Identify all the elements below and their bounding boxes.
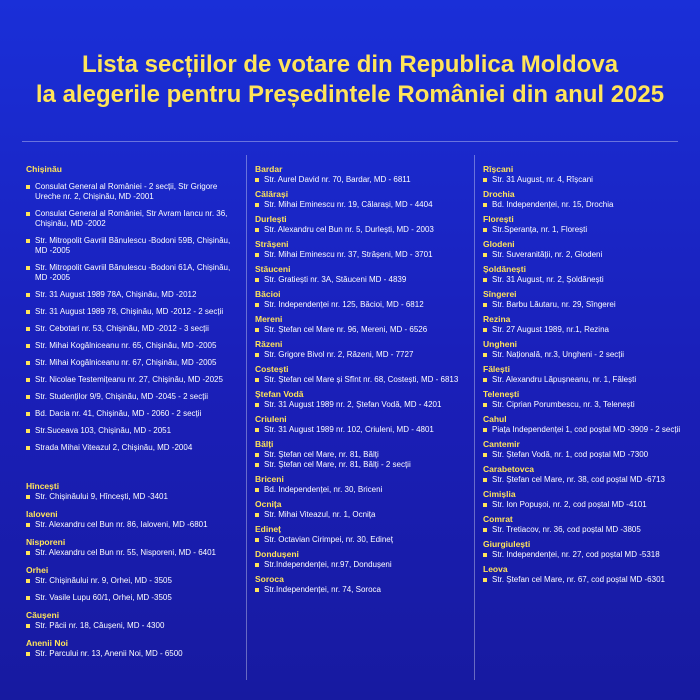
bullet-icon: [483, 303, 487, 307]
polling-station-address: Str.Independenței, nr.97, Dondușeni: [264, 560, 392, 569]
bullet-icon: [483, 553, 487, 557]
location-group: [483, 389, 683, 410]
polling-station-address: Str. 27 August 1989, nr.1, Rezina: [492, 325, 609, 334]
location-heading: Răzeni: [255, 339, 283, 349]
location-group: [255, 239, 460, 260]
bullet-icon: [483, 353, 487, 357]
location-heading: Florești: [483, 214, 514, 224]
location-heading: Soroca: [255, 574, 284, 584]
polling-station-item: [483, 175, 683, 185]
bullet-icon: [255, 228, 259, 232]
polling-station-address: Str. Alexandru Lăpușneanu, nr. 1, Fălești: [492, 375, 637, 384]
polling-station-item: [26, 520, 236, 530]
bullet-icon: [26, 185, 30, 189]
polling-station-item: [483, 475, 683, 485]
location-group: [255, 314, 460, 335]
column-divider-2: [474, 155, 475, 680]
location-heading: Durlești: [255, 214, 287, 224]
bullet-icon: [26, 551, 30, 555]
location-heading: Fălești: [483, 364, 510, 374]
location-heading: Sîngerei: [483, 289, 517, 299]
location-group: [255, 364, 460, 385]
polling-station-address: Str. 31 August, nr. 4, Rîșcani: [492, 175, 593, 184]
location-heading: Ialoveni: [26, 509, 58, 519]
location-group: [255, 189, 460, 210]
polling-station-address: Str. Independenței nr. 125, Băcioi, MD - 6812: [264, 300, 424, 309]
polling-station-item: [26, 409, 236, 419]
bullet-icon: [26, 579, 30, 583]
polling-station-item: [483, 550, 683, 560]
bullet-icon: [26, 652, 30, 656]
bullet-icon: [483, 378, 487, 382]
bullet-icon: [483, 428, 487, 432]
polling-station-address: Str. Cebotari nr. 53, Chișinău, MD -2012 - 3 secții: [35, 324, 209, 333]
polling-station-address: Str. Aurel David nr. 70, Bardar, MD - 6811: [264, 175, 411, 184]
polling-station-address: Consulat General al României, Str Avram Iancu nr. 36, Chișinău, MD -2002: [35, 209, 228, 228]
polling-station-address: Str. 31 August 1989 78, Chișinău, MD -2012 - 2 secții: [35, 307, 224, 316]
location-group: [26, 610, 236, 631]
polling-station-address: Str. Suveranității, nr. 2, Glodeni: [492, 250, 603, 259]
bullet-icon: [483, 328, 487, 332]
polling-station-item: [255, 585, 460, 595]
bullet-icon: [255, 203, 259, 207]
bullet-icon: [26, 344, 30, 348]
bullet-icon: [483, 178, 487, 182]
polling-station-address: Str. Mihai Eminescu nr. 19, Călarași, MD - 4404: [264, 200, 433, 209]
bullet-icon: [255, 463, 259, 467]
polling-station-item: [483, 575, 683, 585]
location-group: [255, 289, 460, 310]
column-middle: [255, 164, 460, 599]
polling-station-item: [26, 548, 236, 558]
polling-station-item: [483, 200, 683, 210]
polling-station-item: [26, 621, 236, 631]
bullet-icon: [255, 403, 259, 407]
location-heading: Cantemir: [483, 439, 520, 449]
polling-station-address: Str. Nicolae Testemițeanu nr. 27, Chișinău, MD -2025: [35, 375, 223, 384]
location-heading: Costești: [255, 364, 289, 374]
polling-station-item: [483, 525, 683, 535]
location-group: [483, 164, 683, 185]
bullet-icon: [255, 278, 259, 282]
location-heading: Cahul: [483, 414, 507, 424]
page-title: [0, 50, 700, 110]
polling-station-item: [483, 250, 683, 260]
polling-station-item: [26, 290, 236, 300]
polling-station-address: Str. Chișinăului 9, Hîncești, MD -3401: [35, 492, 168, 501]
polling-station-item: [483, 225, 683, 235]
polling-station-item: [483, 325, 683, 335]
polling-station-address: Str. Ștefan cel Mare, nr. 81, Bălți: [264, 450, 379, 459]
bullet-icon: [26, 495, 30, 499]
location-group: [255, 524, 460, 545]
polling-station-item: [255, 225, 460, 235]
location-heading: Drochia: [483, 189, 515, 199]
location-heading: Anenii Noi: [26, 638, 69, 648]
polling-station-address: Str. Gratiești nr. 3A, Stăuceni MD - 4839: [264, 275, 407, 284]
bullet-icon: [26, 239, 30, 243]
column-right: [483, 164, 683, 589]
location-heading: Șoldănești: [483, 264, 526, 274]
polling-station-item: [26, 307, 236, 317]
polling-station-address: Str. Parcului nr. 13, Anenii Noi, MD - 6500: [35, 649, 183, 658]
polling-station-item: [26, 263, 236, 283]
bullet-icon: [255, 428, 259, 432]
polling-station-item: [483, 500, 683, 510]
polling-station-address: Str. Chișinăului nr. 9, Orhei, MD - 3505: [35, 576, 172, 585]
polling-station-item: [26, 324, 236, 334]
polling-station-item: [26, 649, 236, 659]
bullet-icon: [26, 523, 30, 527]
polling-station-item: [255, 275, 460, 285]
location-heading: Criuleni: [255, 414, 287, 424]
bullet-icon: [483, 203, 487, 207]
location-group: [255, 389, 460, 410]
title-line-1: Lista secțiilor de votare din Republica Moldova: [81, 51, 619, 78]
polling-station-address: Str. Ștefan cel Mare, nr. 81, Bălți - 2 secții: [264, 460, 411, 469]
bullet-icon: [255, 303, 259, 307]
location-group: [483, 539, 683, 560]
polling-station-item: [255, 200, 460, 210]
location-heading: Giurgiulești: [483, 539, 531, 549]
polling-station-address: Str.Suceava 103, Chișinău, MD - 2051: [35, 426, 172, 435]
bullet-icon: [483, 278, 487, 282]
location-group: [483, 489, 683, 510]
location-heading: Carabetovca: [483, 464, 535, 474]
polling-station-item: [255, 175, 460, 185]
polling-station-item: [255, 300, 460, 310]
polling-station-item: [26, 492, 236, 502]
polling-station-item: [26, 593, 236, 603]
polling-station-address: Str. Ștefan cel Mare și Sfînt nr. 68, Costești, MD - 6813: [264, 375, 459, 384]
polling-station-address: Bd. Independenței, nr. 15, Drochia: [492, 200, 614, 209]
location-group: [483, 414, 683, 435]
title-divider: [22, 141, 678, 142]
polling-station-address: Str. Studenților 9/9, Chișinău, MD -2045 - 2 secții: [35, 392, 208, 401]
location-group: [26, 509, 236, 530]
polling-station-address: Str. Tretiacov, nr. 36, cod poștal MD -3805: [492, 525, 641, 534]
location-group: [483, 464, 683, 485]
bullet-icon: [26, 266, 30, 270]
bullet-icon: [26, 446, 30, 450]
bullet-icon: [255, 378, 259, 382]
bullet-icon: [26, 212, 30, 216]
location-group: [483, 289, 683, 310]
bullet-icon: [255, 353, 259, 357]
bullet-icon: [255, 513, 259, 517]
polling-station-item: [483, 450, 683, 460]
polling-station-item: [255, 450, 460, 460]
polling-station-item: [483, 350, 683, 360]
polling-station-address: Str. Alexandru cel Bun nr. 5, Durlești, MD - 2003: [264, 225, 434, 234]
bullet-icon: [483, 503, 487, 507]
location-heading: Bardar: [255, 164, 283, 174]
location-heading: Rîșcani: [483, 164, 514, 174]
polling-station-item: [255, 325, 460, 335]
location-group: [483, 189, 683, 210]
bullet-icon: [26, 429, 30, 433]
polling-station-address: Str. Ștefan cel Mare, nr. 38, cod poștal MD -6713: [492, 475, 665, 484]
polling-station-item: [26, 358, 236, 368]
polling-station-address: Str.Speranța, nr. 1, Florești: [492, 225, 588, 234]
bullet-icon: [483, 228, 487, 232]
location-group: [483, 214, 683, 235]
location-group: [255, 574, 460, 595]
bullet-icon: [255, 488, 259, 492]
bullet-icon: [483, 403, 487, 407]
polling-station-address: Piața Independenței 1, cod poștal MD -3909 - 2 secții: [492, 425, 681, 434]
polling-station-address: Str. Mihai Kogălniceanu nr. 67, Chișinău, MD -2005: [35, 358, 217, 367]
location-heading: Telenești: [483, 389, 520, 399]
bullet-icon: [255, 588, 259, 592]
location-group: [26, 537, 236, 558]
location-group: [255, 414, 460, 435]
bullet-icon: [483, 578, 487, 582]
polling-station-item: [26, 375, 236, 385]
location-group: [255, 499, 460, 520]
polling-station-item: [255, 485, 460, 495]
polling-station-address: Str. Ciprian Porumbescu, nr. 3, Telenești: [492, 400, 635, 409]
polling-station-item: [26, 341, 236, 351]
location-heading: Briceni: [255, 474, 284, 484]
location-heading: Ștefan Vodă: [255, 389, 304, 399]
polling-station-address: Str. Păcii nr. 18, Căușeni, MD - 4300: [35, 621, 165, 630]
location-group: [483, 264, 683, 285]
location-group: [255, 164, 460, 185]
polling-station-item: [483, 375, 683, 385]
bullet-icon: [255, 328, 259, 332]
location-group: [483, 314, 683, 335]
location-group: [26, 638, 236, 659]
polling-station-item: [255, 460, 460, 470]
polling-station-item: [26, 182, 236, 202]
polling-station-item: [255, 400, 460, 410]
polling-station-address: Str. Mihai Kogălniceanu nr. 65, Chișinău, MD -2005: [35, 341, 217, 350]
polling-station-item: [255, 250, 460, 260]
polling-station-item: [483, 425, 683, 435]
polling-station-address: Strada Mihai Viteazul 2, Chișinău, MD -2004: [35, 443, 193, 452]
location-heading: Stăuceni: [255, 264, 291, 274]
location-group: [26, 565, 236, 603]
polling-station-address: Str. 31 August 1989 nr. 2, Ștefan Vodă, MD - 4201: [264, 400, 442, 409]
polling-station-address: Str. Vasile Lupu 60/1, Orhei, MD -3505: [35, 593, 172, 602]
location-group: [255, 549, 460, 570]
column-divider-1: [246, 155, 247, 680]
polling-station-address: Str.Independenței, nr. 74, Soroca: [264, 585, 381, 594]
bullet-icon: [255, 563, 259, 567]
location-group: [26, 481, 236, 502]
location-heading: Comrat: [483, 514, 513, 524]
polling-station-address: Str. 31 August 1989 78A, Chișinău, MD -2012: [35, 290, 197, 299]
bullet-icon: [255, 178, 259, 182]
bullet-icon: [26, 361, 30, 365]
location-heading: Chișinău: [26, 164, 62, 174]
location-heading: Bălți: [255, 439, 274, 449]
polling-station-address: Str. Alexandru cel Bun nr. 86, Ialoveni, MD -6801: [35, 520, 208, 529]
polling-station-item: [255, 350, 460, 360]
bullet-icon: [483, 253, 487, 257]
title-line-2: la alegerile pentru Președintele României din anul 2025: [35, 81, 665, 108]
bullet-icon: [26, 293, 30, 297]
bullet-icon: [255, 253, 259, 257]
location-group: [255, 474, 460, 495]
polling-station-item: [255, 510, 460, 520]
location-group: [483, 564, 683, 585]
location-group: [483, 439, 683, 460]
location-heading: Călărași: [255, 189, 289, 199]
polling-station-address: Str. Mitropolit Gavriil Bănulescu -Bodoni 59B, Chișinău, MD -2005: [35, 236, 231, 255]
location-heading: Căușeni: [26, 610, 60, 620]
polling-station-item: [26, 209, 236, 229]
polling-station-address: Str. Națională, nr.3, Ungheni - 2 secții: [492, 350, 625, 359]
polling-station-item: [26, 576, 236, 586]
bullet-icon: [26, 624, 30, 628]
polling-station-item: [483, 400, 683, 410]
polling-station-address: Bd. Dacia nr. 41, Chișinău, MD - 2060 - 2 secții: [35, 409, 202, 418]
location-group: [255, 214, 460, 235]
location-heading: Băcioi: [255, 289, 281, 299]
polling-station-address: Str. Ștefan Vodă, nr. 1, cod poștal MD -7300: [492, 450, 649, 459]
polling-station-address: Str. Octavian Cirimpei, nr. 30, Edineț: [264, 535, 393, 544]
polling-station-item: [255, 375, 460, 385]
location-heading: Ocnița: [255, 499, 282, 509]
location-group: [255, 439, 460, 470]
polling-station-address: Str. Ion Popușoi, nr. 2, cod poștal MD -4101: [492, 500, 647, 509]
bullet-icon: [26, 395, 30, 399]
polling-station-address: Str. Ștefan cel Mare nr. 96, Mereni, MD - 6526: [264, 325, 428, 334]
location-heading: Edineț: [255, 524, 281, 534]
bullet-icon: [483, 453, 487, 457]
location-heading: Hîncești: [26, 481, 60, 491]
location-heading: Nisporeni: [26, 537, 66, 547]
bullet-icon: [26, 378, 30, 382]
polling-station-item: [483, 275, 683, 285]
location-heading: Orhei: [26, 565, 49, 575]
location-heading: Leova: [483, 564, 508, 574]
location-heading: Ungheni: [483, 339, 517, 349]
polling-station-address: Str. Mitropolit Gavriil Bănulescu -Bodoni 61A, Chișinău, MD -2005: [35, 263, 231, 282]
bullet-icon: [483, 478, 487, 482]
polling-station-address: Str. Independenței, nr. 27, cod poștal MD -5318: [492, 550, 660, 559]
location-group: [483, 364, 683, 385]
location-group: [255, 339, 460, 360]
polling-station-address: Str. Barbu Lăutaru, nr. 29, Sîngerei: [492, 300, 616, 309]
location-group: [483, 239, 683, 260]
bullet-icon: [26, 310, 30, 314]
location-group: [483, 514, 683, 535]
bullet-icon: [255, 453, 259, 457]
polling-station-address: Str. Mihai Viteazul, nr. 1, Ocnița: [264, 510, 376, 519]
bullet-icon: [483, 528, 487, 532]
polling-station-item: [26, 443, 236, 453]
bullet-icon: [26, 596, 30, 600]
location-group: [483, 339, 683, 360]
polling-station-item: [26, 236, 236, 256]
location-group: [26, 164, 236, 453]
polling-station-address: Str. 31 August 1989 nr. 102, Criuleni, MD - 4801: [264, 425, 434, 434]
polling-station-item: [26, 392, 236, 402]
location-heading: Rezina: [483, 314, 511, 324]
location-heading: Strășeni: [255, 239, 289, 249]
location-heading: Mereni: [255, 314, 283, 324]
bullet-icon: [255, 538, 259, 542]
location-group: [255, 264, 460, 285]
column-left: [26, 164, 236, 666]
polling-station-address: Bd. Independenței, nr. 30, Briceni: [264, 485, 383, 494]
location-heading: Dondușeni: [255, 549, 299, 559]
location-heading: Glodeni: [483, 239, 515, 249]
polling-station-address: Str. Alexandru cel Bun nr. 55, Nisporeni, MD - 6401: [35, 548, 216, 557]
polling-station-item: [255, 535, 460, 545]
polling-station-item: [26, 426, 236, 436]
polling-station-address: Str. Grigore Bivol nr. 2, Răzeni, MD - 7727: [264, 350, 414, 359]
bullet-icon: [26, 327, 30, 331]
polling-station-item: [255, 560, 460, 570]
polling-station-address: Consulat General al României - 2 secții, Str Grigore Ureche nr. 2, Chișinău, MD -2001: [35, 182, 218, 201]
polling-station-address: Str. 31 August, nr. 2, Șoldănești: [492, 275, 604, 284]
polling-station-address: Str. Ștefan cel Mare, nr. 67, cod poștal MD -6301: [492, 575, 665, 584]
location-heading: Cimișlia: [483, 489, 516, 499]
polling-station-address: Str. Mihai Eminescu nr. 37, Strășeni, MD - 3701: [264, 250, 433, 259]
polling-station-item: [483, 300, 683, 310]
polling-station-item: [255, 425, 460, 435]
bullet-icon: [26, 412, 30, 416]
